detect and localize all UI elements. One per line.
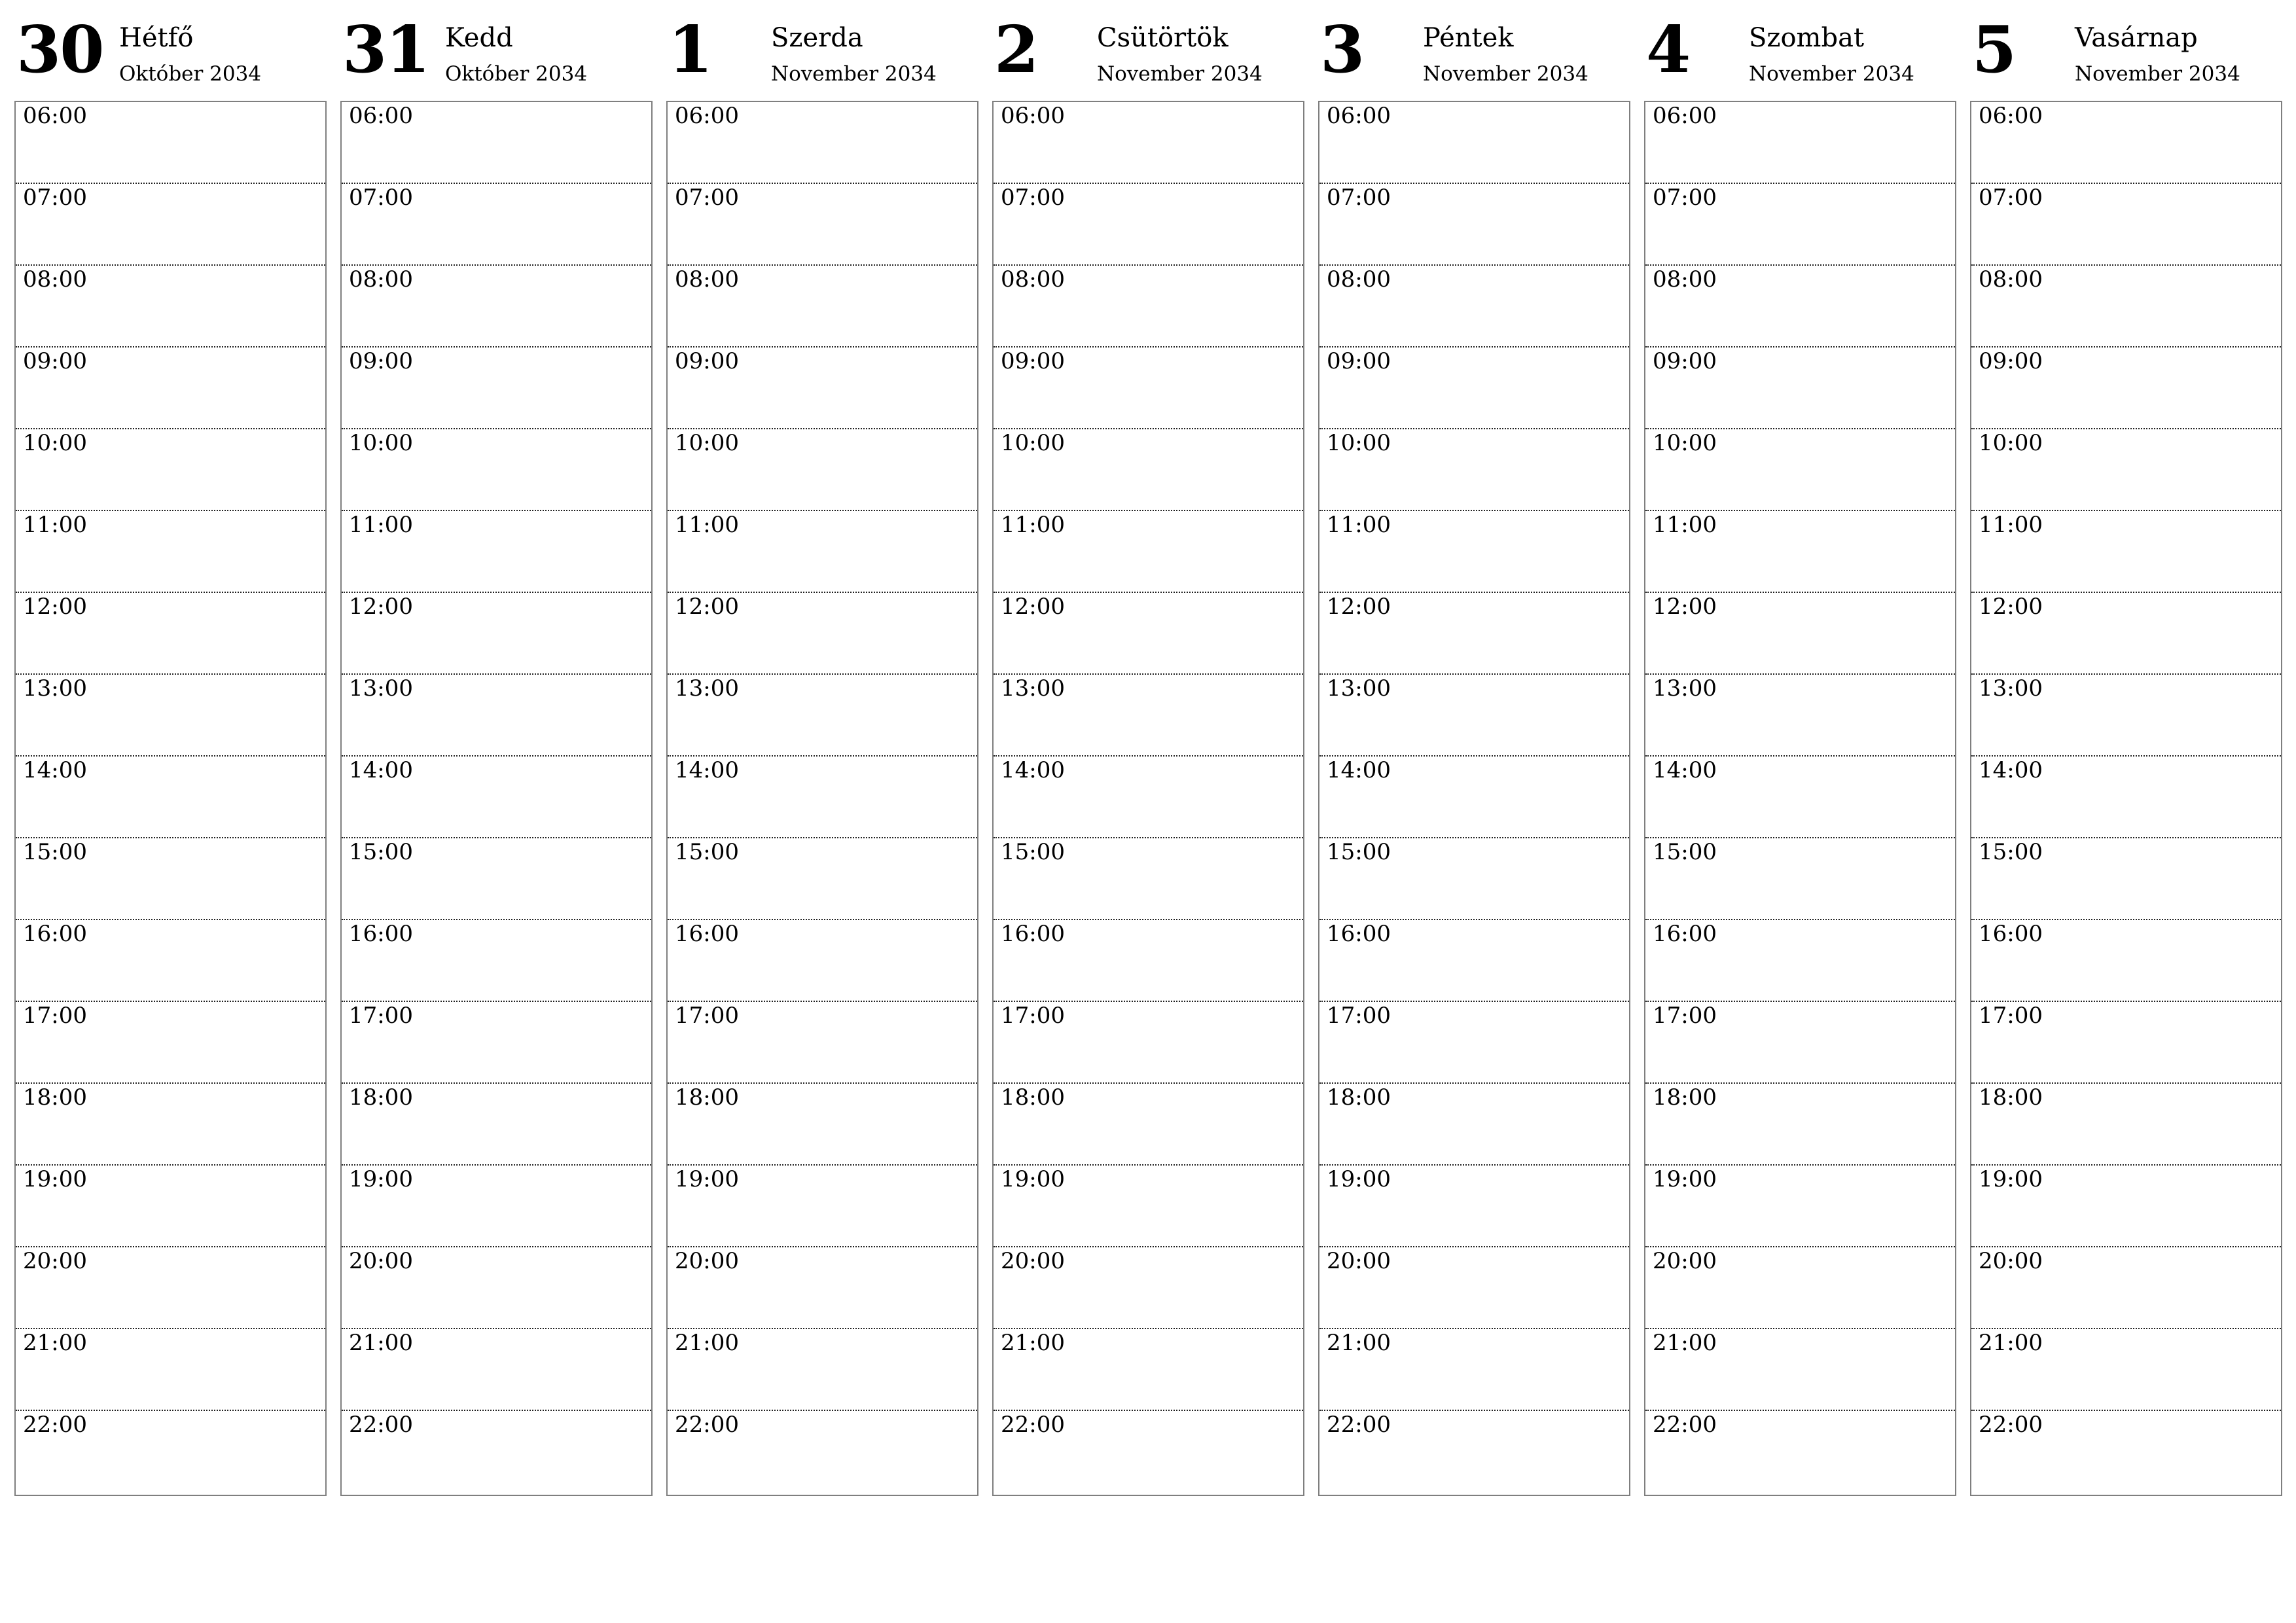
time-label: 16:00 bbox=[23, 921, 87, 947]
time-slot[interactable] bbox=[342, 511, 651, 593]
time-slot[interactable] bbox=[1645, 920, 1955, 1002]
time-label: 22:00 bbox=[1979, 1412, 2043, 1438]
day-column bbox=[14, 0, 327, 1499]
time-slot[interactable] bbox=[16, 429, 325, 511]
time-label: 20:00 bbox=[349, 1248, 413, 1274]
schedule-box bbox=[14, 101, 327, 1496]
time-slot[interactable] bbox=[1645, 1329, 1955, 1411]
time-label: 08:00 bbox=[23, 266, 87, 293]
time-slot[interactable] bbox=[1645, 1411, 1955, 1495]
month-year: November 2034 bbox=[1097, 62, 1263, 86]
time-slot[interactable] bbox=[668, 1084, 977, 1166]
time-label: 07:00 bbox=[1653, 185, 1717, 211]
time-label: 19:00 bbox=[1327, 1166, 1391, 1192]
time-slot[interactable] bbox=[1971, 757, 2281, 838]
time-slot[interactable] bbox=[1971, 838, 2281, 920]
day-column bbox=[340, 0, 653, 1499]
time-label: 12:00 bbox=[349, 594, 413, 620]
time-slot[interactable] bbox=[1319, 1166, 1629, 1247]
time-label: 12:00 bbox=[1001, 594, 1065, 620]
time-slot[interactable] bbox=[342, 429, 651, 511]
time-slot[interactable] bbox=[16, 1002, 325, 1084]
time-label: 12:00 bbox=[675, 594, 739, 620]
time-slot[interactable] bbox=[1971, 1002, 2281, 1084]
time-label: 14:00 bbox=[675, 757, 739, 783]
time-slot[interactable] bbox=[342, 838, 651, 920]
time-slot[interactable] bbox=[1971, 1166, 2281, 1247]
time-label: 13:00 bbox=[1979, 675, 2043, 702]
time-label: 17:00 bbox=[1327, 1003, 1391, 1029]
time-label: 13:00 bbox=[349, 675, 413, 702]
time-label: 09:00 bbox=[1001, 348, 1065, 374]
time-slot[interactable] bbox=[1319, 511, 1629, 593]
time-label: 08:00 bbox=[1327, 266, 1391, 293]
time-slot[interactable] bbox=[1971, 1329, 2281, 1411]
time-slot[interactable] bbox=[342, 266, 651, 348]
time-slot[interactable] bbox=[16, 348, 325, 429]
time-label: 16:00 bbox=[349, 921, 413, 947]
time-slot[interactable] bbox=[16, 593, 325, 675]
time-label: 16:00 bbox=[1001, 921, 1065, 947]
day-column bbox=[1644, 0, 1956, 1499]
time-label: 21:00 bbox=[1653, 1330, 1717, 1356]
schedule-box bbox=[1644, 101, 1956, 1496]
weekday-name: Hétfő bbox=[119, 23, 194, 53]
time-slot[interactable] bbox=[16, 1166, 325, 1247]
time-slot[interactable] bbox=[1971, 511, 2281, 593]
time-label: 20:00 bbox=[1653, 1248, 1717, 1274]
time-slot[interactable] bbox=[668, 1002, 977, 1084]
time-label: 22:00 bbox=[1001, 1412, 1065, 1438]
time-slot[interactable] bbox=[1319, 1002, 1629, 1084]
time-slot[interactable] bbox=[342, 348, 651, 429]
time-label: 19:00 bbox=[1653, 1166, 1717, 1192]
time-slot[interactable] bbox=[994, 1247, 1303, 1329]
day-header bbox=[1318, 0, 1630, 101]
time-label: 11:00 bbox=[1001, 512, 1065, 538]
time-label: 11:00 bbox=[1979, 512, 2043, 538]
time-label: 21:00 bbox=[1979, 1330, 2043, 1356]
day-header bbox=[340, 0, 653, 101]
time-label: 12:00 bbox=[1653, 594, 1717, 620]
day-number: 31 bbox=[342, 12, 429, 88]
time-slot[interactable] bbox=[1971, 1411, 2281, 1495]
time-label: 07:00 bbox=[1979, 185, 2043, 211]
time-slot[interactable] bbox=[668, 266, 977, 348]
time-label: 14:00 bbox=[1653, 757, 1717, 783]
time-slot[interactable] bbox=[1645, 1166, 1955, 1247]
time-slot[interactable] bbox=[994, 1084, 1303, 1166]
time-label: 06:00 bbox=[1979, 103, 2043, 129]
time-slot[interactable] bbox=[1319, 675, 1629, 757]
time-slot[interactable] bbox=[342, 1166, 651, 1247]
time-slot[interactable] bbox=[1319, 593, 1629, 675]
time-slot[interactable] bbox=[994, 184, 1303, 266]
time-label: 09:00 bbox=[349, 348, 413, 374]
time-slot[interactable] bbox=[1645, 593, 1955, 675]
time-slot[interactable] bbox=[994, 1411, 1303, 1495]
time-slot[interactable] bbox=[342, 675, 651, 757]
time-slot[interactable] bbox=[668, 102, 977, 184]
time-slot[interactable] bbox=[1971, 348, 2281, 429]
day-header bbox=[1644, 0, 1956, 101]
time-label: 07:00 bbox=[1001, 185, 1065, 211]
time-label: 12:00 bbox=[1979, 594, 2043, 620]
time-label: 13:00 bbox=[23, 675, 87, 702]
time-label: 14:00 bbox=[349, 757, 413, 783]
time-label: 12:00 bbox=[23, 594, 87, 620]
time-slot[interactable] bbox=[668, 429, 977, 511]
time-slot[interactable] bbox=[1971, 675, 2281, 757]
time-slot[interactable] bbox=[668, 1411, 977, 1495]
time-slot[interactable] bbox=[994, 838, 1303, 920]
time-slot[interactable] bbox=[994, 348, 1303, 429]
weekday-name: Kedd bbox=[445, 23, 513, 53]
time-slot[interactable] bbox=[1319, 757, 1629, 838]
day-header bbox=[14, 0, 327, 101]
time-slot[interactable] bbox=[994, 1002, 1303, 1084]
time-label: 22:00 bbox=[1327, 1412, 1391, 1438]
time-label: 15:00 bbox=[1653, 839, 1717, 865]
month-year: November 2034 bbox=[771, 62, 937, 86]
time-label: 15:00 bbox=[1979, 839, 2043, 865]
time-slot[interactable] bbox=[342, 1002, 651, 1084]
time-label: 13:00 bbox=[675, 675, 739, 702]
time-label: 17:00 bbox=[23, 1003, 87, 1029]
time-label: 07:00 bbox=[23, 185, 87, 211]
weekday-name: Csütörtök bbox=[1097, 23, 1229, 53]
day-header bbox=[1970, 0, 2282, 101]
schedule-box bbox=[1318, 101, 1630, 1496]
time-label: 18:00 bbox=[675, 1084, 739, 1111]
time-label: 15:00 bbox=[1001, 839, 1065, 865]
time-slot[interactable] bbox=[994, 429, 1303, 511]
time-label: 15:00 bbox=[23, 839, 87, 865]
time-slot[interactable] bbox=[668, 675, 977, 757]
month-year: November 2034 bbox=[1423, 62, 1588, 86]
time-slot[interactable] bbox=[1971, 102, 2281, 184]
time-label: 08:00 bbox=[675, 266, 739, 293]
time-label: 18:00 bbox=[1001, 1084, 1065, 1111]
day-number: 3 bbox=[1320, 12, 1364, 88]
time-label: 07:00 bbox=[675, 185, 739, 211]
time-label: 22:00 bbox=[23, 1412, 87, 1438]
day-number: 2 bbox=[994, 12, 1038, 88]
time-label: 13:00 bbox=[1327, 675, 1391, 702]
time-slot[interactable] bbox=[16, 1411, 325, 1495]
month-year: Október 2034 bbox=[119, 62, 262, 86]
time-label: 10:00 bbox=[1979, 430, 2043, 456]
time-slot[interactable] bbox=[668, 1329, 977, 1411]
time-label: 15:00 bbox=[349, 839, 413, 865]
time-slot[interactable] bbox=[1645, 429, 1955, 511]
time-label: 16:00 bbox=[675, 921, 739, 947]
day-number: 4 bbox=[1646, 12, 1690, 88]
time-slot[interactable] bbox=[1319, 184, 1629, 266]
time-label: 14:00 bbox=[1327, 757, 1391, 783]
time-label: 11:00 bbox=[675, 512, 739, 538]
time-slot[interactable] bbox=[668, 511, 977, 593]
time-label: 18:00 bbox=[1653, 1084, 1717, 1111]
time-label: 08:00 bbox=[1979, 266, 2043, 293]
time-label: 10:00 bbox=[675, 430, 739, 456]
time-label: 18:00 bbox=[23, 1084, 87, 1111]
time-slot[interactable] bbox=[668, 757, 977, 838]
time-slot[interactable] bbox=[668, 1247, 977, 1329]
time-label: 20:00 bbox=[1001, 1248, 1065, 1274]
time-label: 11:00 bbox=[1327, 512, 1391, 538]
time-slot[interactable] bbox=[16, 1329, 325, 1411]
time-label: 19:00 bbox=[675, 1166, 739, 1192]
time-slot[interactable] bbox=[1319, 266, 1629, 348]
schedule-box bbox=[340, 101, 653, 1496]
time-label: 11:00 bbox=[23, 512, 87, 538]
time-label: 06:00 bbox=[349, 103, 413, 129]
time-label: 08:00 bbox=[1653, 266, 1717, 293]
time-label: 19:00 bbox=[1979, 1166, 2043, 1192]
time-slot[interactable] bbox=[342, 184, 651, 266]
time-label: 16:00 bbox=[1327, 921, 1391, 947]
time-label: 10:00 bbox=[1327, 430, 1391, 456]
time-label: 06:00 bbox=[1001, 103, 1065, 129]
time-slot[interactable] bbox=[1319, 348, 1629, 429]
month-year: Október 2034 bbox=[445, 62, 588, 86]
time-slot[interactable] bbox=[1971, 593, 2281, 675]
time-slot[interactable] bbox=[342, 1247, 651, 1329]
time-label: 21:00 bbox=[349, 1330, 413, 1356]
time-label: 10:00 bbox=[349, 430, 413, 456]
time-slot[interactable] bbox=[16, 920, 325, 1002]
time-slot[interactable] bbox=[1971, 1084, 2281, 1166]
time-label: 17:00 bbox=[1653, 1003, 1717, 1029]
time-label: 13:00 bbox=[1653, 675, 1717, 702]
time-slot[interactable] bbox=[1971, 184, 2281, 266]
month-year: November 2034 bbox=[2075, 62, 2240, 86]
time-label: 17:00 bbox=[675, 1003, 739, 1029]
time-slot[interactable] bbox=[1971, 429, 2281, 511]
time-label: 06:00 bbox=[1653, 103, 1717, 129]
schedule-box bbox=[666, 101, 978, 1496]
time-label: 14:00 bbox=[1979, 757, 2043, 783]
time-slot[interactable] bbox=[16, 838, 325, 920]
time-label: 10:00 bbox=[23, 430, 87, 456]
time-slot[interactable] bbox=[16, 184, 325, 266]
time-label: 17:00 bbox=[349, 1003, 413, 1029]
time-slot[interactable] bbox=[16, 1247, 325, 1329]
day-column bbox=[1970, 0, 2282, 1499]
time-slot[interactable] bbox=[1645, 184, 1955, 266]
time-label: 09:00 bbox=[1653, 348, 1717, 374]
time-slot[interactable] bbox=[1971, 1247, 2281, 1329]
schedule-box bbox=[1970, 101, 2282, 1496]
day-header bbox=[992, 0, 1304, 101]
time-label: 20:00 bbox=[23, 1248, 87, 1274]
weekday-name: Szombat bbox=[1749, 23, 1865, 53]
time-slot[interactable] bbox=[994, 593, 1303, 675]
time-label: 08:00 bbox=[349, 266, 413, 293]
time-slot[interactable] bbox=[342, 757, 651, 838]
time-slot[interactable] bbox=[1645, 266, 1955, 348]
time-slot[interactable] bbox=[1645, 511, 1955, 593]
time-slot[interactable] bbox=[16, 757, 325, 838]
time-label: 09:00 bbox=[1979, 348, 2043, 374]
time-label: 20:00 bbox=[1979, 1248, 2043, 1274]
time-slot[interactable] bbox=[1319, 1247, 1629, 1329]
time-label: 21:00 bbox=[1327, 1330, 1391, 1356]
time-label: 17:00 bbox=[1001, 1003, 1065, 1029]
weekday-name: Vasárnap bbox=[2075, 23, 2198, 53]
day-header bbox=[666, 0, 978, 101]
time-slot[interactable] bbox=[1319, 1329, 1629, 1411]
time-label: 06:00 bbox=[23, 103, 87, 129]
time-label: 18:00 bbox=[1327, 1084, 1391, 1111]
time-slot[interactable] bbox=[16, 675, 325, 757]
time-label: 22:00 bbox=[349, 1412, 413, 1438]
time-label: 19:00 bbox=[1001, 1166, 1065, 1192]
time-label: 14:00 bbox=[1001, 757, 1065, 783]
day-number: 30 bbox=[16, 12, 103, 88]
time-slot[interactable] bbox=[994, 1166, 1303, 1247]
weekday-name: Szerda bbox=[771, 23, 863, 53]
time-label: 21:00 bbox=[1001, 1330, 1065, 1356]
time-slot[interactable] bbox=[668, 184, 977, 266]
time-slot[interactable] bbox=[1319, 1084, 1629, 1166]
time-label: 08:00 bbox=[1001, 266, 1065, 293]
time-label: 07:00 bbox=[349, 185, 413, 211]
time-slot[interactable] bbox=[1319, 429, 1629, 511]
time-slot[interactable] bbox=[16, 266, 325, 348]
time-label: 09:00 bbox=[23, 348, 87, 374]
time-slot[interactable] bbox=[994, 102, 1303, 184]
time-slot[interactable] bbox=[342, 1329, 651, 1411]
time-slot[interactable] bbox=[668, 593, 977, 675]
time-slot[interactable] bbox=[994, 675, 1303, 757]
time-slot[interactable] bbox=[342, 920, 651, 1002]
time-slot[interactable] bbox=[1319, 1411, 1629, 1495]
time-label: 07:00 bbox=[1327, 185, 1391, 211]
time-slot[interactable] bbox=[994, 757, 1303, 838]
day-column bbox=[666, 0, 978, 1499]
time-slot[interactable] bbox=[994, 511, 1303, 593]
time-slot[interactable] bbox=[994, 920, 1303, 1002]
time-label: 16:00 bbox=[1653, 921, 1717, 947]
time-label: 22:00 bbox=[675, 1412, 739, 1438]
time-slot[interactable] bbox=[342, 1411, 651, 1495]
time-label: 18:00 bbox=[349, 1084, 413, 1111]
time-label: 14:00 bbox=[23, 757, 87, 783]
time-label: 11:00 bbox=[1653, 512, 1717, 538]
time-label: 09:00 bbox=[1327, 348, 1391, 374]
time-label: 15:00 bbox=[1327, 839, 1391, 865]
time-label: 17:00 bbox=[1979, 1003, 2043, 1029]
time-slot[interactable] bbox=[1645, 102, 1955, 184]
time-label: 09:00 bbox=[675, 348, 739, 374]
time-slot[interactable] bbox=[1645, 1247, 1955, 1329]
time-slot[interactable] bbox=[1319, 920, 1629, 1002]
time-label: 06:00 bbox=[1327, 103, 1391, 129]
time-label: 11:00 bbox=[349, 512, 413, 538]
time-slot[interactable] bbox=[1645, 1084, 1955, 1166]
time-slot[interactable] bbox=[994, 266, 1303, 348]
time-slot[interactable] bbox=[1645, 1002, 1955, 1084]
day-column bbox=[992, 0, 1304, 1499]
time-slot[interactable] bbox=[668, 920, 977, 1002]
time-slot[interactable] bbox=[342, 102, 651, 184]
time-label: 16:00 bbox=[1979, 921, 2043, 947]
time-label: 10:00 bbox=[1001, 430, 1065, 456]
time-label: 21:00 bbox=[23, 1330, 87, 1356]
time-label: 18:00 bbox=[1979, 1084, 2043, 1111]
time-slot[interactable] bbox=[1645, 838, 1955, 920]
time-label: 12:00 bbox=[1327, 594, 1391, 620]
time-slot[interactable] bbox=[342, 593, 651, 675]
time-slot[interactable] bbox=[668, 838, 977, 920]
time-slot[interactable] bbox=[16, 511, 325, 593]
time-label: 19:00 bbox=[349, 1166, 413, 1192]
time-label: 10:00 bbox=[1653, 430, 1717, 456]
month-year: November 2034 bbox=[1749, 62, 1914, 86]
time-slot[interactable] bbox=[994, 1329, 1303, 1411]
time-slot[interactable] bbox=[16, 102, 325, 184]
day-number: 5 bbox=[1972, 12, 2016, 88]
time-slot[interactable] bbox=[342, 1084, 651, 1166]
schedule-box bbox=[992, 101, 1304, 1496]
time-label: 20:00 bbox=[1327, 1248, 1391, 1274]
time-slot[interactable] bbox=[1645, 757, 1955, 838]
day-number: 1 bbox=[668, 12, 712, 88]
time-slot[interactable] bbox=[1319, 102, 1629, 184]
time-label: 21:00 bbox=[675, 1330, 739, 1356]
time-label: 20:00 bbox=[675, 1248, 739, 1274]
time-label: 13:00 bbox=[1001, 675, 1065, 702]
time-label: 22:00 bbox=[1653, 1412, 1717, 1438]
time-slot[interactable] bbox=[668, 348, 977, 429]
time-slot[interactable] bbox=[1971, 920, 2281, 1002]
time-slot[interactable] bbox=[1971, 266, 2281, 348]
time-slot[interactable] bbox=[1319, 838, 1629, 920]
time-slot[interactable] bbox=[1645, 348, 1955, 429]
time-label: 15:00 bbox=[675, 839, 739, 865]
time-label: 06:00 bbox=[675, 103, 739, 129]
time-label: 19:00 bbox=[23, 1166, 87, 1192]
weekday-name: Péntek bbox=[1423, 23, 1514, 53]
time-slot[interactable] bbox=[1645, 675, 1955, 757]
day-column bbox=[1318, 0, 1630, 1499]
time-slot[interactable] bbox=[668, 1166, 977, 1247]
time-slot[interactable] bbox=[16, 1084, 325, 1166]
